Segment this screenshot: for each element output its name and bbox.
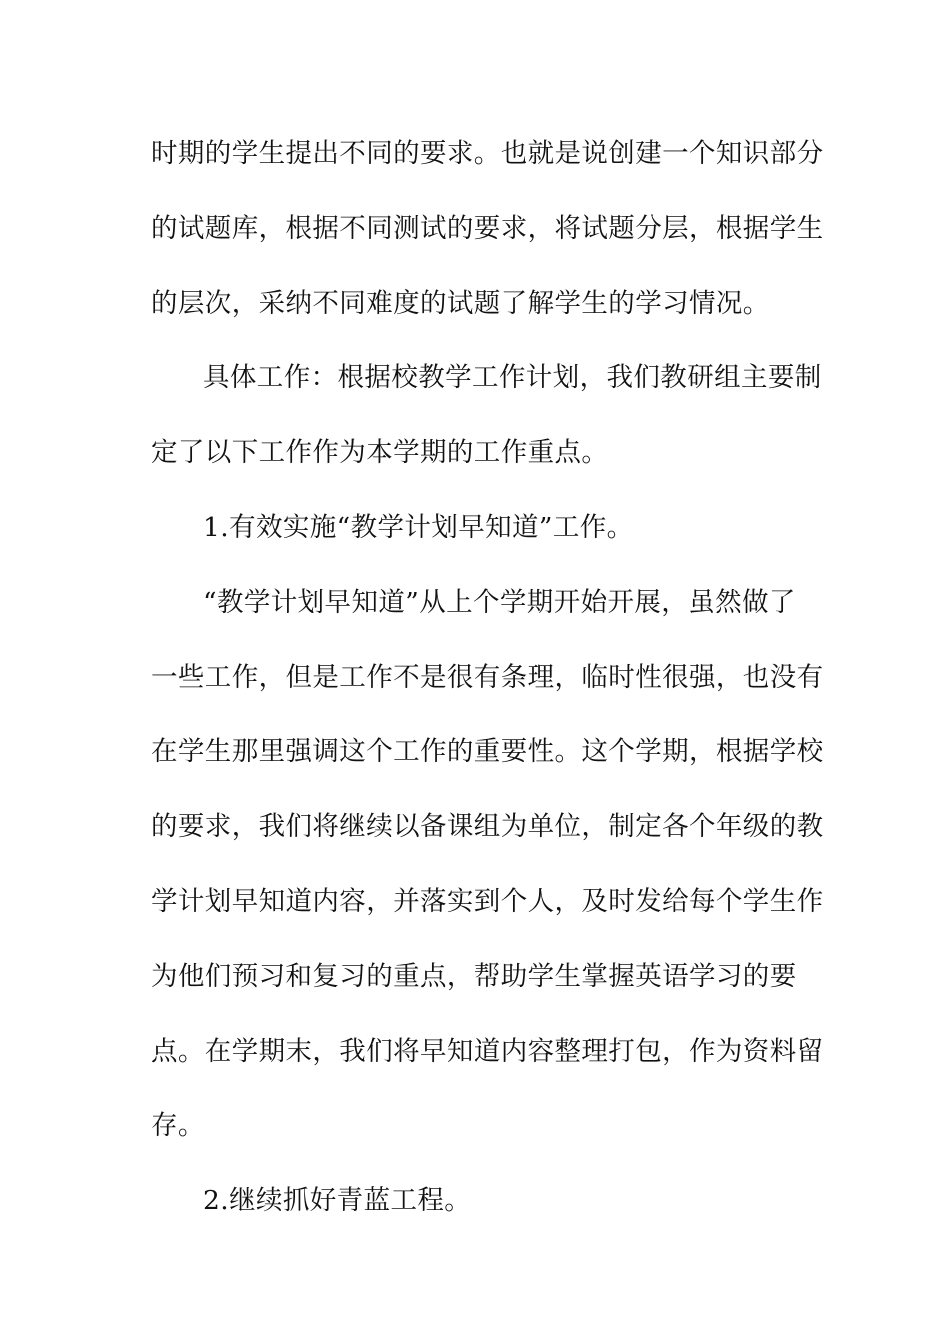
paragraph-start-line: “教学计划早知道”从上个学期开始开展，虽然做了 — [203, 586, 796, 618]
text-line: 一些工作，但是工作不是很有条理，临时性很强，也没有 — [151, 661, 824, 693]
text-line: 的要求，我们将继续以备课组为单位，制定各个年级的教 — [151, 811, 824, 843]
section-heading-1: 1.有效实施“教学计划早知道”工作。 — [203, 511, 634, 543]
text-line: 为他们预习和复习的重点，帮助学生掌握英语学习的要 — [151, 960, 797, 992]
section-heading-2: 2.继续抓好青蓝工程。 — [203, 1185, 472, 1217]
text-line: 的层次，采纳不同难度的试题了解学生的学习情况。 — [151, 287, 770, 319]
text-line: 学计划早知道内容，并落实到个人，及时发给每个学生作 — [151, 885, 824, 917]
body-text — [151, 117, 824, 1239]
text-line: 在学生那里强调这个工作的重要性。这个学期，根据学校 — [151, 736, 824, 768]
text-line: 点。在学期末，我们将早知道内容整理打包，作为资料留 — [151, 1035, 824, 1067]
text-line: 时期的学生提出不同的要求。也就是说创建一个知识部分 — [151, 138, 824, 169]
text-line: 的试题库，根据不同测试的要求，将试题分层，根据学生 — [151, 212, 824, 244]
paragraph-start-line: 具体工作：根据校教学工作计划，我们教研组主要制 — [203, 362, 822, 394]
text-line: 存。 — [151, 1110, 205, 1142]
text-line: 定了以下工作作为本学期的工作重点。 — [151, 437, 609, 469]
